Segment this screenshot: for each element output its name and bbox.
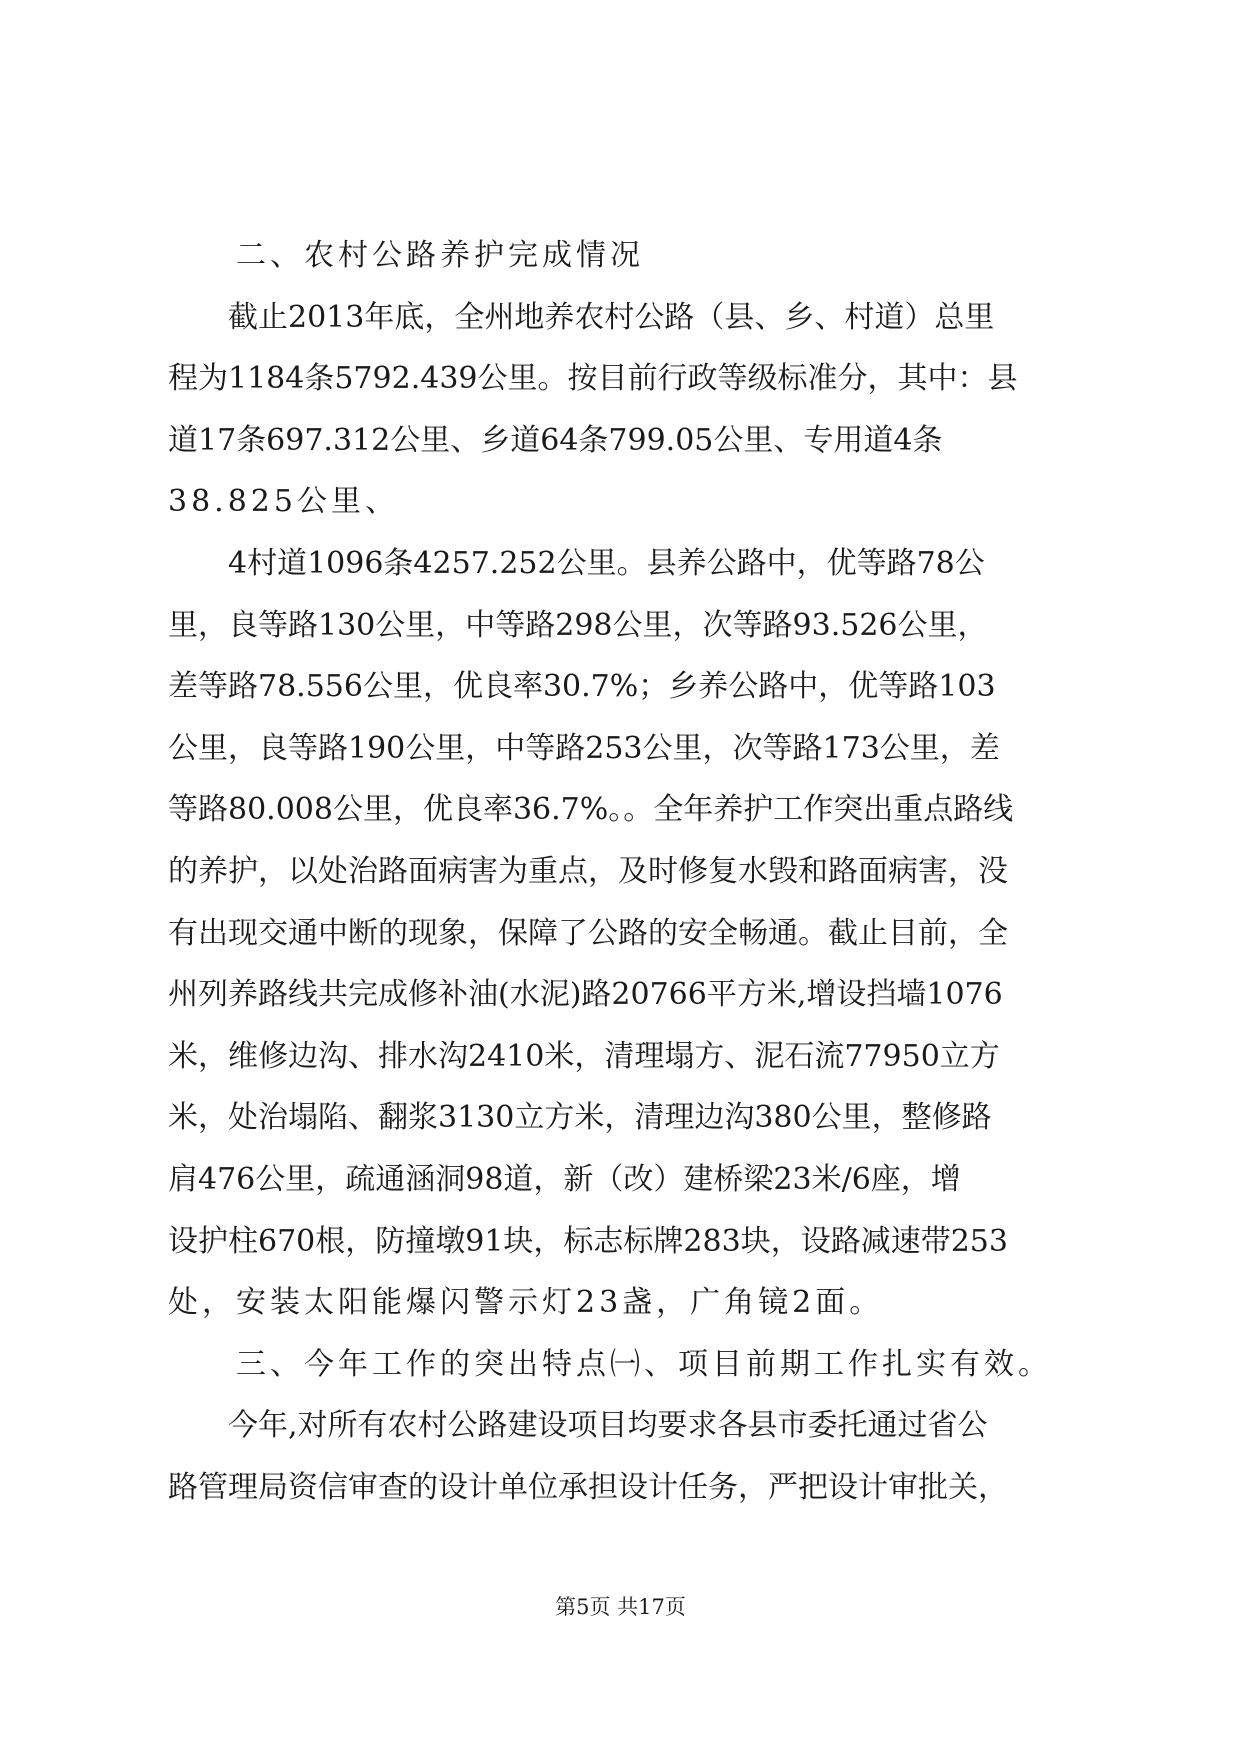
text-line: 处，安装太阳能爆闪警示灯23盏，广角镜2面。 <box>168 1285 884 1321</box>
text-line: 的养护，以处治路面病害为重点，及时修复水毁和路面病害，没 <box>168 853 1008 889</box>
section-heading: 三、今年工作的突出特点㈠、项目前期工作扎实有效。 <box>168 1346 1052 1382</box>
page-number: 第5页 共17页 <box>555 1595 686 1619</box>
text-line: 差等路78.556公里，优良率30.7%；乡养公路中，优等路103 <box>168 669 996 705</box>
text-line: 路管理局资信审查的设计单位承担设计任务，严把设计审批关， <box>168 1469 1008 1505</box>
text-line: 州列养路线共完成修补油(水泥)路20766平方米,增设挡墙1076 <box>168 977 1003 1013</box>
text-line: 肩476公里，疏通涵洞98道，新（改）建桥梁23米/6座，增 <box>168 1161 961 1197</box>
text-line: 程为1184条5792.439公里。按目前行政等级标准分，其中：县 <box>168 361 1018 397</box>
text-line: 38.825公里、 <box>168 484 399 520</box>
text-line: 有出现交通中断的现象，保障了公路的安全畅通。截止目前，全 <box>168 915 1008 951</box>
text-line: 米，处治塌陷、翻浆3130立方米，清理边沟380公里，整修路 <box>168 1100 992 1136</box>
text-line: 公里，良等路190公里，中等路253公里，次等路173公里，差 <box>168 730 1000 766</box>
text-line: 4村道1096条4257.252公里。县养公路中，优等路78公 <box>168 545 985 581</box>
text-line: 今年,对所有农村公路建设项目均要求各县市委托通过省公 <box>168 1408 988 1444</box>
text-line: 截止2013年底，全州地养农村公路（县、乡、村道）总里 <box>168 299 995 335</box>
section-heading: 二、农村公路养护完成情况 <box>168 238 644 273</box>
text-line: 米，维修边沟、排水沟2410米，清理塌方、泥石流77950立方 <box>168 1038 1000 1074</box>
text-line: 道17条697.312公里、乡道64条799.05公里、专用道4条 <box>168 422 943 458</box>
document-body <box>168 225 1080 1518</box>
text-line: 设护柱670根，防撞墩91块，标志标牌283块，设路减速带253 <box>168 1223 1008 1259</box>
text-line: 等路80.008公里，优良率36.7%。。全年养护工作突出重点路线 <box>168 792 1014 828</box>
text-line: 里，良等路130公里，中等路298公里，次等路93.526公里， <box>168 607 988 643</box>
